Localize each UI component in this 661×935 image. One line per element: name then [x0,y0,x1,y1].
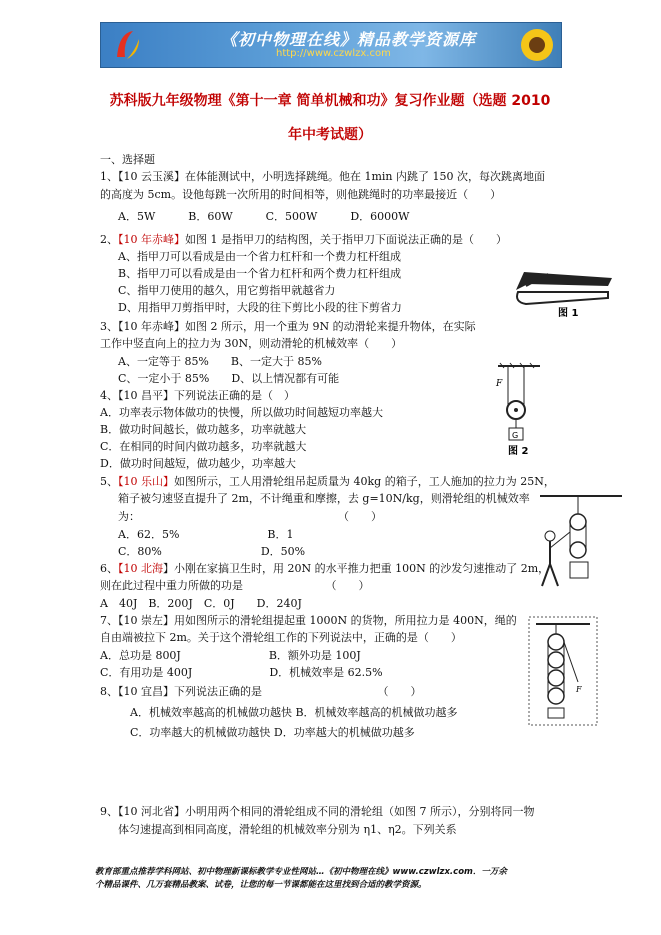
question-5-text: 如图所示，工人用滑轮组吊起质量为 40kg 的箱子，工人施加的拉力为 25N， [174,475,555,488]
force-label: F [496,379,503,389]
logo-icon [113,27,143,63]
question-1-line-2: 的高度为 5cm。设他每跳一次所用的时间相等，则他跳绳时的功率最接近（ ） [100,188,502,201]
question-2-option-a: A、指甲刀可以看成是由一个省力杠杆和一个费力杠杆组成 [118,250,401,263]
question-5-number: 5、 [100,475,118,488]
question-9-line-2: 体匀速提高到相同高度，滑轮组的机械效率分别为 η1、η2。下列关系 [118,823,457,836]
question-4-option-d: D．做功时间越短，做功越少，功率越大 [100,457,296,470]
nail-clipper-figure [508,258,618,320]
question-7-options-cd: C．有用功是 400J D．机械效率是 62.5% [100,666,383,679]
footer [95,866,565,892]
worker-pulley-figure [536,492,626,592]
question-2-text: 如图 1 是指甲刀的结构图，关于指甲刀下面说法正确的是（ ） [185,233,507,246]
section-heading: 一、选择题 [100,153,155,166]
footer-line-1: 教育部重点推荐学科网站、初中物理新课标教学专业性网站…《初中物理在线》www.czwlzx.com．一万余 [95,867,507,877]
question-2-tag: 【10 年赤峰】 [118,233,185,246]
question-2-option-c: C、指甲刀使用的越久，用它剪指甲就越省力 [118,284,336,297]
question-5-line-3: 为： （ ） [118,510,382,523]
page-title-line2: 年中考试题） [288,127,372,143]
question-3-options-ab: A、一定等于 85% B、一定大于 85% [118,355,322,368]
question-6-line-1 [100,562,549,576]
question-6-options: A 40J B．200J C．0J D．240J [100,597,302,610]
question-4-option-b: B．做功时间越长，做功越多，功率就越大 [100,423,307,436]
question-6-tag: 【10 北海 [118,562,163,575]
question-4-line-1: 4、【10 昌平】下列说法正确的是（ ） [100,389,295,402]
question-5-options-cd: C．80% D．50% [118,545,306,558]
figure-1-label: 图 1 [558,308,579,319]
weight-label: G [512,431,519,440]
question-3-line-2: 工作中竖直向上的拉力为 30N，则动滑轮的机械效率（ ） [100,337,403,350]
question-8-line-1: 8、【10 宜昌】下列说法正确的是 （ ） [100,685,422,698]
header-banner [100,22,562,68]
question-5-tag: 【10 乐山】 [118,475,174,488]
question-3-options-cd: C、一定小于 85% D、以上情况都有可能 [118,372,340,385]
question-5-line-1 [100,475,555,489]
question-7-line-2: 自由端被拉下 2m。关于这个滑轮组工作的下列说法中，正确的是（ ） [100,631,462,644]
question-8-options-cd: C．功率越大的机械做功越快 D．功率越大的机械做功越多 [130,726,415,739]
question-1-options: A．5W B．60W C．500W D．6000W [118,210,410,223]
question-2-option-d: D、用指甲刀剪指甲时，大段的往下剪比小段的往下剪省力 [118,301,402,314]
question-7-line-1: 7、【10 崇左】用如图所示的滑轮组提起重 1000N 的货物，所用拉力是 400N，绳的 [100,614,517,627]
question-4-option-c: C．在相同的时间内做功越多，功率就越大 [100,440,307,453]
force-label-2: F [576,685,582,694]
banner-url[interactable]: http://www.czwlzx.com [276,48,391,59]
question-6-line-2: 则在此过程中重力所做的功是 （ ） [100,579,370,592]
question-9-line-1: 9、【10 河北省】小明用两个相同的滑轮组成不同的滑轮组（如图 7 所示），分别将同一物 [100,805,535,818]
question-5-line-2: 箱子被匀速竖直提升了 2m，不计绳重和摩擦，去 g=10N/kg，则滑轮组的机械效率 [118,492,530,505]
question-8-options-ab: A．机械效率越高的机械做功越快 B．机械效率越高的机械做功越多 [130,706,458,719]
pulley-figure-2 [494,362,544,458]
question-3-line-1: 3、【10 年赤峰】如图 2 所示，用一个重为 9N 的动滑轮来提升物体，在实际 [100,320,476,333]
question-6-text: 】小刚在家搞卫生时，用 20N 的水平推力把重 100N 的沙发匀速推动了 2m， [163,562,550,575]
footer-line-2: 个精品课件、几万套精品教案、试卷，让您的每一节课都能在这里找到合适的教学资源。 [95,880,427,890]
question-6-number: 6、 [100,562,118,575]
question-7-options-ab: A．总功是 800J B．额外功是 100J [100,649,361,662]
question-4-option-a: A．功率表示物体做功的快慢，所以做功时间越短功率越大 [100,406,383,419]
question-1-line-1: 1、【10 云玉溪】在体能测试中，小明选择跳绳。他在 1min 内跳了 150 次，每次跳离地面 [100,170,546,183]
banner-title: 《初中物理在线》精品教学资源库 [221,30,477,49]
sunflower-icon [519,27,555,63]
question-2-number: 2、 [100,233,118,246]
pulley-block-figure [528,616,598,726]
question-2-option-b: B、指甲刀可以看成是由一个省力杠杆和两个费力杠杆组成 [118,267,402,280]
figure-2-label: 图 2 [508,446,529,457]
page-title: 苏科版九年级物理《第十一章 简单机械和功》复习作业题（选题 2010 [109,93,551,109]
question-5-options-ab: A．62．5% B．1 [118,528,294,541]
question-2-line-1 [100,233,507,247]
